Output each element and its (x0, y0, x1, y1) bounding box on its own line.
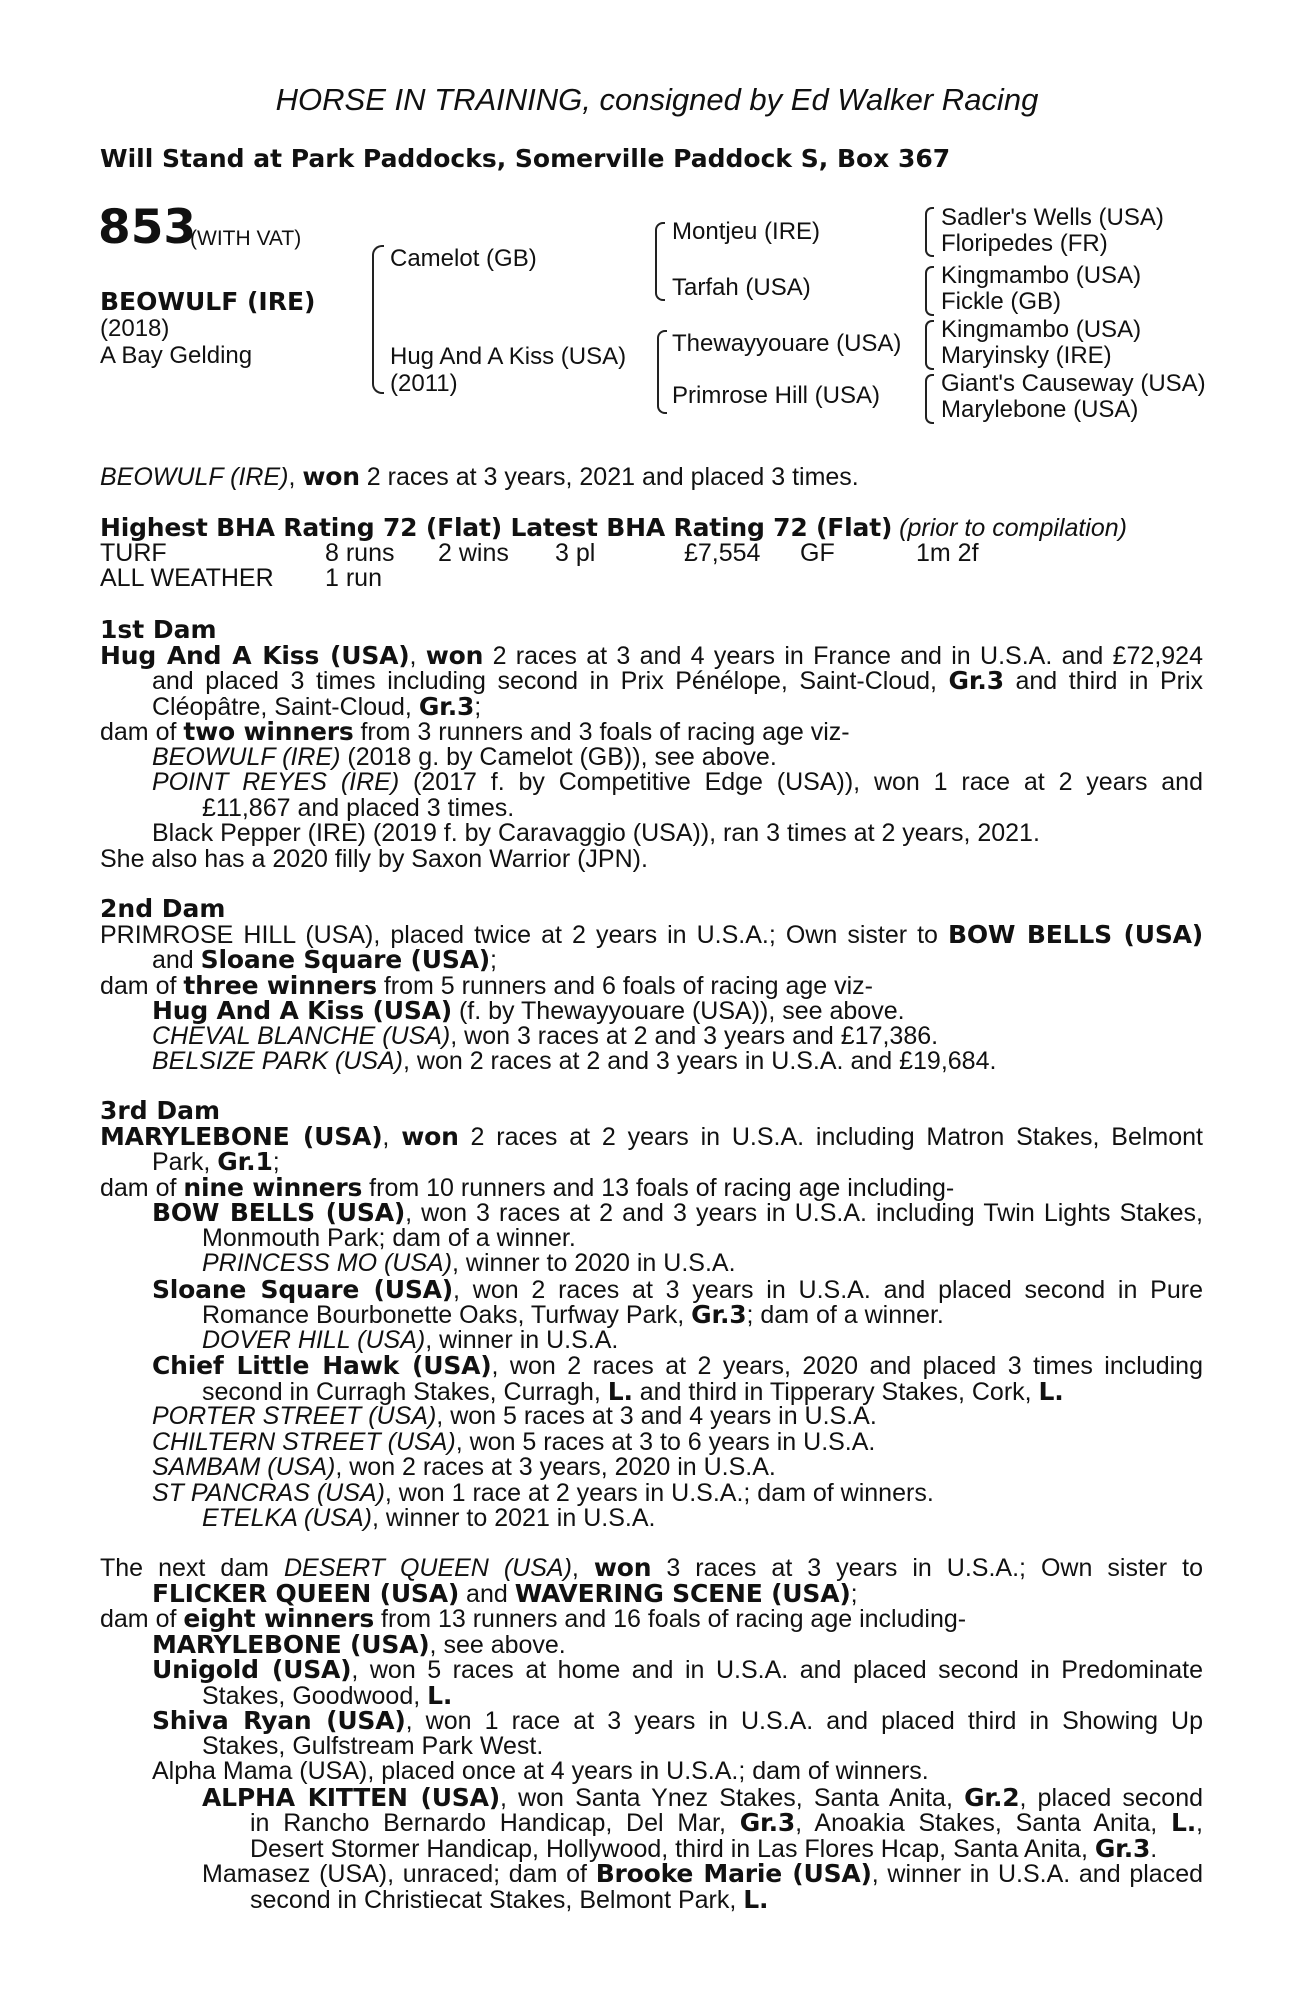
stand-location: Will Stand at Park Paddocks, Somerville Paddock S, Box 367 (100, 144, 951, 173)
pedigree-brace-sd (925, 266, 934, 316)
text: , won 5 races at 3 to 6 years in U.S.A. (455, 1427, 876, 1456)
second-dam-line (100, 970, 1203, 1000)
text: and placed 3 times including second in Prix Pénélope, Saint-Cloud, (152, 667, 949, 695)
vat-note: (WITH VAT) (190, 227, 302, 250)
dam-name: Hug And A Kiss (USA) (100, 640, 410, 670)
text: , see above. (429, 1630, 566, 1659)
text: , (1196, 1809, 1203, 1837)
pedigree-brace-ss (925, 207, 934, 257)
text: dam of (100, 718, 184, 746)
pedigree-dam-year: (2011) (390, 370, 458, 397)
pedigree-sss: Sadler's Wells (USA) (941, 204, 1164, 231)
pedigree-dss: Kingmambo (USA) (941, 316, 1142, 343)
text: , placed second (1019, 1783, 1204, 1812)
text: , won 2 races at 2 and 3 years in U.S.A. and £19,684. (403, 1047, 997, 1075)
text: from 13 runners and 16 foals of racing age including- (374, 1605, 967, 1633)
text: ; (850, 1579, 858, 1608)
grade: Gr.2 (964, 1782, 1020, 1812)
sibling-name: BOW BELLS (USA) (948, 919, 1203, 949)
grade: Gr.3 (948, 666, 1004, 695)
text: and (459, 1579, 515, 1608)
text: Park, (152, 1148, 218, 1176)
produce-line (100, 998, 1203, 1024)
race-summary: BEOWULF (IRE), won 2 races at 3 years, 2021 and placed 3 times. (100, 462, 859, 491)
text: Mamasez (USA), unraced; dam of (202, 1860, 596, 1888)
produce-name: BEOWULF (IRE) (152, 742, 341, 771)
horse-name: BEOWULF (IRE) (100, 287, 316, 316)
text: , winner in U.S.A. (425, 1325, 619, 1354)
text: , won 2 races at 2 years, 2020 and placed 3 times including (491, 1352, 1203, 1380)
produce-line (100, 1506, 1203, 1532)
produce-name: BOW BELLS (USA) (152, 1198, 406, 1227)
produce-line (100, 1325, 1203, 1354)
pedigree-sdd: Fickle (GB) (941, 288, 1061, 315)
second-dam-heading: 2nd Dam (100, 894, 226, 923)
sibling-name: Sloane Square (USA) (200, 945, 491, 974)
first-dam-heading: 1st Dam (100, 615, 217, 644)
produce-line (100, 1274, 1203, 1304)
produce-line (100, 1302, 1203, 1328)
text: , winner to 2020 in U.S.A. (452, 1249, 736, 1277)
text: , (382, 1122, 402, 1151)
next-dam-line (100, 1606, 1203, 1632)
produce-line (100, 1376, 1203, 1406)
summary-record: 2 races at 3 years, 2021 and placed 3 times. (359, 463, 859, 491)
produce-line: Alpha Mama (USA), placed once at 4 years in U.S.A.; dam of winners. (152, 1757, 929, 1785)
sibling-name: FLICKER QUEEN (USA) (152, 1578, 460, 1608)
pedigree-dds: Giant's Causeway (USA) (941, 370, 1206, 397)
pedigree-ddd: Marylebone (USA) (941, 396, 1139, 423)
next-dam-line (100, 1555, 1203, 1581)
aw-surface: ALL WEATHER (100, 564, 274, 592)
produce-line (100, 1657, 1203, 1683)
produce-line (100, 1021, 1203, 1050)
text: ; (490, 946, 497, 974)
second-dam-line (100, 919, 1203, 949)
produce-line: £11,867 and placed 3 times. (202, 793, 515, 822)
page-title: HORSE IN TRAINING, consigned by Ed Walker Racing (275, 82, 1039, 117)
produce-line (100, 1251, 1203, 1277)
listed: L. (1038, 1376, 1064, 1406)
text: , (409, 641, 426, 670)
text: ; (272, 1148, 280, 1176)
pedigree-brace-dd (925, 374, 934, 424)
first-dam-line (100, 691, 1203, 721)
aw-runs: 1 run (325, 564, 382, 592)
horse-year: (2018) (100, 315, 170, 342)
third-dam-section (100, 1098, 1203, 1532)
winners-count: three winners (183, 970, 377, 1000)
text: 2 races at 2 years in U.S.A. including Matron Stakes, Belmont (458, 1122, 1203, 1151)
bha-rating (100, 515, 1127, 542)
grade: Gr.3 (739, 1808, 796, 1837)
pedigree-dam-sire: Thewayyouare (USA) (672, 330, 902, 357)
text: and third in Prix (1003, 667, 1204, 695)
text: , winner in U.S.A. and placed (871, 1860, 1203, 1888)
text: The next dam (100, 1554, 284, 1582)
text: , won 2 races at 3 years in U.S.A. and placed second in Pure (453, 1275, 1203, 1304)
produce-name: Brooke Marie (USA) (595, 1859, 872, 1888)
text: dam of (100, 1605, 184, 1633)
produce-name: ETELKA (USA) (202, 1504, 372, 1532)
text: dam of (100, 1173, 184, 1202)
produce-name: Sloane Square (USA) (152, 1274, 454, 1304)
pedigree-brace-sire (655, 222, 665, 301)
produce-name: PORTER STREET (USA) (152, 1402, 437, 1430)
bha-rating-label: Highest BHA Rating 72 (Flat) Latest BHA Rating 72 (Flat) (100, 513, 893, 542)
text: , (571, 1554, 594, 1582)
text: , won 3 races at 2 and 3 years in U.S.A. including Twin Lights Stakes, (405, 1199, 1203, 1227)
pedigree-sire: Camelot (GB) (390, 245, 537, 272)
listed: L. (607, 1376, 633, 1406)
next-dam-line (100, 1578, 1203, 1608)
produce-line (100, 742, 1203, 771)
turf-runs: 8 runs (325, 539, 395, 567)
text: 3 races at 3 years in U.S.A.; Own sister to (651, 1554, 1203, 1582)
text: (2018 g. by Camelot (GB)), see above. (340, 742, 777, 771)
produce-name: MARYLEBONE (USA) (152, 1629, 430, 1659)
produce-line: Stakes, Gulfstream Park West. (202, 1731, 544, 1760)
grade: Gr.3 (418, 691, 475, 721)
dam-name: DESERT QUEEN (USA) (283, 1554, 572, 1582)
produce-line: Monmouth Park; dam of a winner. (202, 1223, 576, 1252)
text: , won 1 race at 3 years in U.S.A. and placed third in Showing Up (405, 1707, 1204, 1735)
pedigree-dsd: Maryinsky (IRE) (941, 342, 1112, 369)
text: second in Curragh Stakes, Curragh, (202, 1377, 608, 1406)
text: , won Santa Ynez Stakes, Santa Anita, (499, 1783, 965, 1812)
lot-number: 853 (98, 200, 197, 255)
produce-line (100, 1455, 1203, 1481)
won-label: won (593, 1553, 652, 1582)
pedigree-dam-dam: Primrose Hill (USA) (672, 382, 881, 409)
text: ; (474, 692, 482, 721)
listed: L. (1171, 1808, 1197, 1837)
produce-name: PRINCESS MO (USA) (202, 1249, 453, 1277)
text: ; dam of a winner. (746, 1301, 944, 1329)
produce-line (100, 1884, 1203, 1914)
summary-horse-name: BEOWULF (IRE) (100, 463, 289, 491)
produce-name: CHEVAL BLANCHE (USA) (152, 1021, 451, 1050)
produce-line (100, 1810, 1203, 1836)
text: PRIMROSE HILL (USA), placed twice at 2 years in U.S.A.; Own sister to (100, 920, 948, 949)
produce-name: Unigold (USA) (152, 1655, 352, 1684)
produce-line (100, 1861, 1203, 1887)
grade: Gr.3 (691, 1300, 747, 1329)
turf-wins: 2 wins (438, 539, 509, 567)
produce-line (100, 770, 1203, 796)
winners-count: two winners (183, 717, 354, 746)
text: , Anoakia Stakes, Santa Anita, (795, 1809, 1171, 1837)
first-dam-section (100, 617, 1203, 872)
produce-name: DOVER HILL (USA) (202, 1325, 426, 1354)
produce-name: SAMBAM (USA) (152, 1453, 336, 1481)
listed: L. (743, 1884, 769, 1914)
text: and (152, 946, 201, 974)
won-label: won (401, 1121, 459, 1151)
produce-name: Shiva Ryan (USA) (152, 1706, 406, 1735)
bha-rating-note: (prior to compilation) (899, 514, 1127, 542)
first-dam-line (100, 668, 1203, 694)
pedigree-brace-ds (925, 320, 934, 370)
text: from 5 runners and 6 foals of racing age viz- (376, 971, 873, 1000)
text: Stakes, Goodwood, (202, 1681, 428, 1710)
text: , won 1 race at 2 years in U.S.A.; dam of winners. (384, 1478, 934, 1507)
pedigree-sire-dam: Tarfah (USA) (672, 274, 811, 301)
text: from 10 runners and 13 foals of racing age including- (362, 1173, 955, 1202)
produce-name: ALPHA KITTEN (USA) (202, 1782, 500, 1812)
produce-name: BELSIZE PARK (USA) (152, 1047, 403, 1075)
sibling-name: WAVERING SCENE (USA) (514, 1578, 851, 1608)
text: (f. by Thewayyouare (USA)), see above. (452, 997, 905, 1025)
text: Desert Stormer Handicap, Hollywood, third in Las Flores Hcap, Santa Anita, (250, 1834, 1095, 1863)
produce-line (100, 1833, 1203, 1863)
pedigree-sire-sire: Montjeu (IRE) (672, 218, 821, 245)
text: . (1150, 1834, 1158, 1863)
text: in Rancho Bernardo Handicap, Del Mar, (250, 1809, 740, 1837)
produce-name: CHILTERN STREET (USA) (152, 1427, 456, 1456)
produce-line (100, 1404, 1203, 1430)
listed: L. (427, 1680, 453, 1710)
winners-count: eight winners (183, 1604, 375, 1633)
winners-count: nine winners (183, 1172, 363, 1202)
third-dam-line (100, 1121, 1203, 1151)
pedigree-brace-main (372, 245, 384, 394)
next-dam-section (100, 1555, 1203, 1912)
produce-name: POINT REYES (IRE) (152, 768, 400, 796)
pedigree-brace-dam (657, 330, 667, 414)
produce-line (100, 1708, 1203, 1734)
third-dam-heading: 3rd Dam (100, 1096, 220, 1125)
text: second in Christiecat Stakes, Belmont Park, (250, 1885, 744, 1914)
pedigree-sds: Kingmambo (USA) (941, 262, 1142, 289)
produce-line (100, 1353, 1203, 1379)
first-dam-line (100, 719, 1203, 745)
second-dam-section (100, 896, 1203, 1075)
pedigree-ssd: Floripedes (FR) (941, 230, 1108, 257)
turf-going: GF (800, 539, 835, 567)
text: from 3 runners and 3 foals of racing age viz- (353, 718, 850, 746)
produce-line: Black Pepper (IRE) (2019 f. by Caravaggio (USA)), ran 3 times at 2 years, 2021. (152, 819, 1040, 847)
summary-won: won (302, 462, 360, 491)
first-dam-line: She also has a 2020 filly by Saxon Warrior (JPN). (100, 844, 648, 873)
turf-prize: £7,554 (684, 539, 761, 567)
text: Romance Bourbonette Oaks, Turfway Park, (202, 1301, 692, 1329)
grade: Gr.1 (217, 1147, 273, 1176)
pedigree-dam: Hug And A Kiss (USA) (390, 343, 627, 370)
produce-line (100, 1629, 1203, 1659)
won-label: won (425, 640, 484, 670)
produce-line (100, 1782, 1204, 1812)
produce-line (100, 1478, 1203, 1507)
text: Cléopâtre, Saint-Cloud, (152, 692, 419, 721)
text: , winner to 2021 in U.S.A. (371, 1504, 656, 1532)
text: , won 5 races at home and in U.S.A. and placed second in Predominate (351, 1656, 1204, 1684)
third-dam-line (100, 1172, 1203, 1202)
grade: Gr.3 (1094, 1833, 1151, 1863)
text: dam of (100, 971, 184, 1000)
text: , won 5 races at 3 and 4 years in U.S.A. (436, 1402, 877, 1430)
turf-placed: 3 pl (555, 539, 596, 567)
second-dam-line (100, 947, 1203, 973)
produce-line (100, 1427, 1203, 1456)
produce-name: Chief Little Hawk (USA) (152, 1351, 492, 1380)
text: and third in Tipperary Stakes, Cork, (632, 1377, 1039, 1406)
first-dam-line (100, 640, 1203, 670)
text: 2 races at 3 and 4 years in France and in U.S.A. and £72,924 (483, 641, 1203, 670)
produce-line (100, 1200, 1203, 1226)
text: , won 2 races at 3 years, 2020 in U.S.A. (335, 1453, 776, 1481)
text: , won 3 races at 2 and 3 years and £17,386. (450, 1021, 939, 1050)
horse-description: A Bay Gelding (100, 342, 253, 369)
dam-name: MARYLEBONE (USA) (100, 1121, 383, 1151)
text: (2017 f. by Competitive Edge (USA)), won 1 race at 2 years and (399, 768, 1203, 796)
turf-distance: 1m 2f (916, 539, 979, 567)
produce-line (100, 1680, 1203, 1710)
turf-surface: TURF (100, 539, 167, 567)
produce-name: ST PANCRAS (USA) (152, 1478, 385, 1507)
third-dam-line (100, 1149, 1203, 1175)
produce-name: Hug And A Kiss (USA) (152, 996, 453, 1025)
produce-line (100, 1049, 1203, 1075)
